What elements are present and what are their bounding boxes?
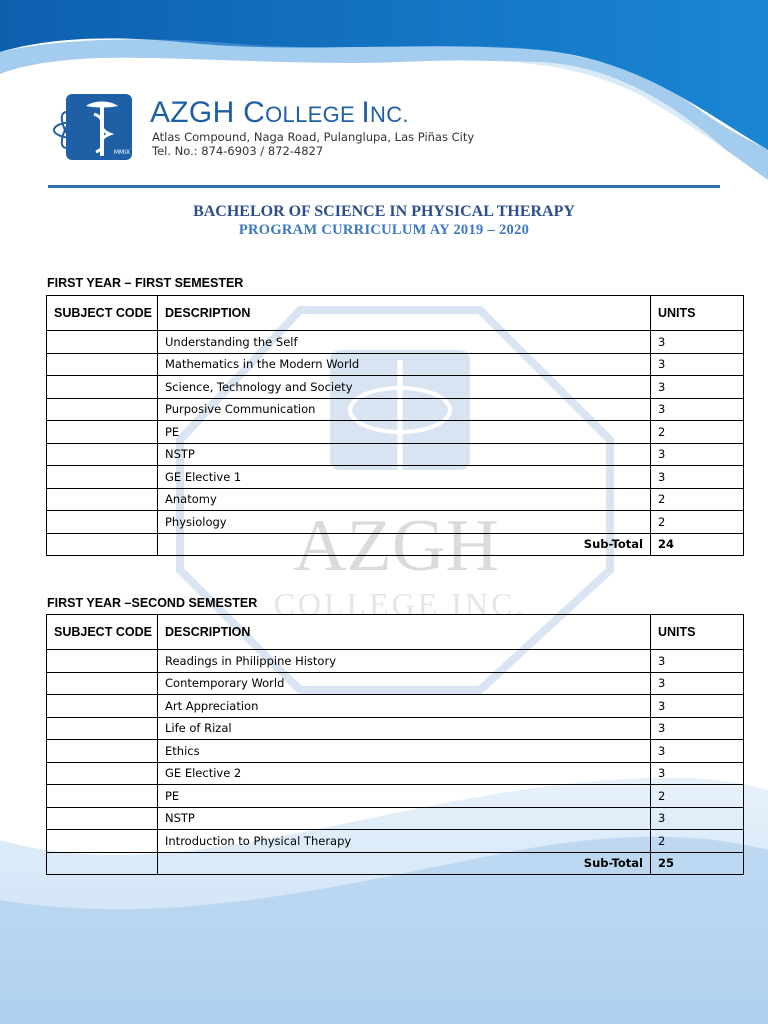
column-header-units: UNITS [651, 615, 744, 650]
table-header-row [47, 615, 744, 650]
description-cell: GE Elective 1 [158, 466, 651, 489]
subtotal-row [47, 852, 744, 875]
table-row [47, 353, 744, 376]
column-header-subject-code: SUBJECT CODE [47, 296, 158, 331]
description-cell: PE [158, 785, 651, 808]
table-row [47, 695, 744, 718]
table-row [47, 807, 744, 830]
units-cell: 3 [651, 807, 744, 830]
subject-code-cell [47, 443, 158, 466]
college-name-part: OLLEGE [265, 102, 362, 127]
subtotal-value: 25 [651, 852, 744, 875]
units-cell: 3 [651, 443, 744, 466]
table-row [47, 672, 744, 695]
table-row [47, 511, 744, 534]
table-body [47, 331, 744, 556]
curriculum-table-first-semester [46, 295, 744, 556]
subtotal-value: 24 [651, 533, 744, 556]
description-cell: Anatomy [158, 488, 651, 511]
college-address: Atlas Compound, Naga Road, Pulanglupa, Las Piñas City [152, 130, 475, 144]
description-cell: Ethics [158, 740, 651, 763]
subject-code-cell [47, 398, 158, 421]
semester-heading: FIRST YEAR – FIRST SEMESTER [47, 276, 244, 290]
subject-code-cell [47, 807, 158, 830]
college-logo-icon [52, 92, 134, 164]
table-row [47, 785, 744, 808]
units-cell: 3 [651, 740, 744, 763]
table-header-row [47, 296, 744, 331]
curriculum-table-second-semester [46, 614, 744, 875]
table-row [47, 331, 744, 354]
description-cell: GE Elective 2 [158, 762, 651, 785]
subject-code-cell [47, 785, 158, 808]
table-row [47, 376, 744, 399]
column-header-description: DESCRIPTION [158, 296, 651, 331]
college-telephone: Tel. No.: 874-6903 / 872-4827 [152, 144, 324, 158]
watermark-line1: AZGH [293, 505, 499, 587]
table-row [47, 488, 744, 511]
subject-code-cell [47, 488, 158, 511]
college-name-part: AZGH C [150, 96, 266, 129]
column-header-subject-code: SUBJECT CODE [47, 615, 158, 650]
description-cell: PE [158, 421, 651, 444]
table-row [47, 762, 744, 785]
watermark-line2: COLLEGE INC. [273, 586, 527, 622]
description-cell: Introduction to Physical Therapy [158, 830, 651, 853]
description-cell: Art Appreciation [158, 695, 651, 718]
subject-code-cell [47, 740, 158, 763]
description-cell: NSTP [158, 443, 651, 466]
subject-code-cell [47, 717, 158, 740]
table-row [47, 443, 744, 466]
table-row [47, 466, 744, 489]
table-body [47, 650, 744, 875]
subject-code-cell [47, 830, 158, 853]
units-cell: 2 [651, 421, 744, 444]
table-row [47, 740, 744, 763]
units-cell: 3 [651, 353, 744, 376]
subtotal-row [47, 533, 744, 556]
subject-code-cell [47, 376, 158, 399]
subject-code-cell [47, 466, 158, 489]
description-cell: Purposive Communication [158, 398, 651, 421]
column-header-description: DESCRIPTION [158, 615, 651, 650]
college-header [52, 92, 732, 172]
units-cell: 3 [651, 466, 744, 489]
college-name [150, 96, 409, 130]
header-divider [48, 185, 720, 188]
column-header-units: UNITS [651, 296, 744, 331]
table-row [47, 650, 744, 673]
subject-code-cell [47, 852, 158, 875]
subject-code-cell [47, 672, 158, 695]
table-row [47, 421, 744, 444]
description-cell: Understanding the Self [158, 331, 651, 354]
subject-code-cell [47, 331, 158, 354]
logo-seal-text: MMIX [113, 149, 131, 156]
units-cell: 3 [651, 762, 744, 785]
subject-code-cell [47, 695, 158, 718]
program-title: BACHELOR OF SCIENCE IN PHYSICAL THERAPY [193, 203, 575, 220]
units-cell: 3 [651, 398, 744, 421]
description-cell: Mathematics in the Modern World [158, 353, 651, 376]
units-cell: 2 [651, 830, 744, 853]
subject-code-cell [47, 511, 158, 534]
table-row [47, 398, 744, 421]
subject-code-cell [47, 762, 158, 785]
units-cell: 3 [651, 650, 744, 673]
units-cell: 2 [651, 511, 744, 534]
semester-heading: FIRST YEAR –SECOND SEMESTER [47, 596, 258, 610]
program-subtitle: PROGRAM CURRICULUM AY 2019 – 2020 [238, 222, 530, 238]
units-cell: 3 [651, 376, 744, 399]
subject-code-cell [47, 353, 158, 376]
college-name-part: I [361, 96, 371, 129]
units-cell: 3 [651, 331, 744, 354]
subject-code-cell [47, 421, 158, 444]
units-cell: 3 [651, 672, 744, 695]
college-name-part: NC. [370, 102, 409, 127]
units-cell: 2 [651, 488, 744, 511]
units-cell: 3 [651, 717, 744, 740]
units-cell: 2 [651, 785, 744, 808]
subject-code-cell [47, 650, 158, 673]
description-cell: Life of Rizal [158, 717, 651, 740]
description-cell: Readings in Philippine History [158, 650, 651, 673]
subject-code-cell [47, 533, 158, 556]
table-row [47, 717, 744, 740]
units-cell: 3 [651, 695, 744, 718]
subtotal-label: Sub-Total [158, 533, 651, 556]
description-cell: Science, Technology and Society [158, 376, 651, 399]
table-row [47, 830, 744, 853]
description-cell: Contemporary World [158, 672, 651, 695]
description-cell: Physiology [158, 511, 651, 534]
subtotal-label: Sub-Total [158, 852, 651, 875]
description-cell: NSTP [158, 807, 651, 830]
